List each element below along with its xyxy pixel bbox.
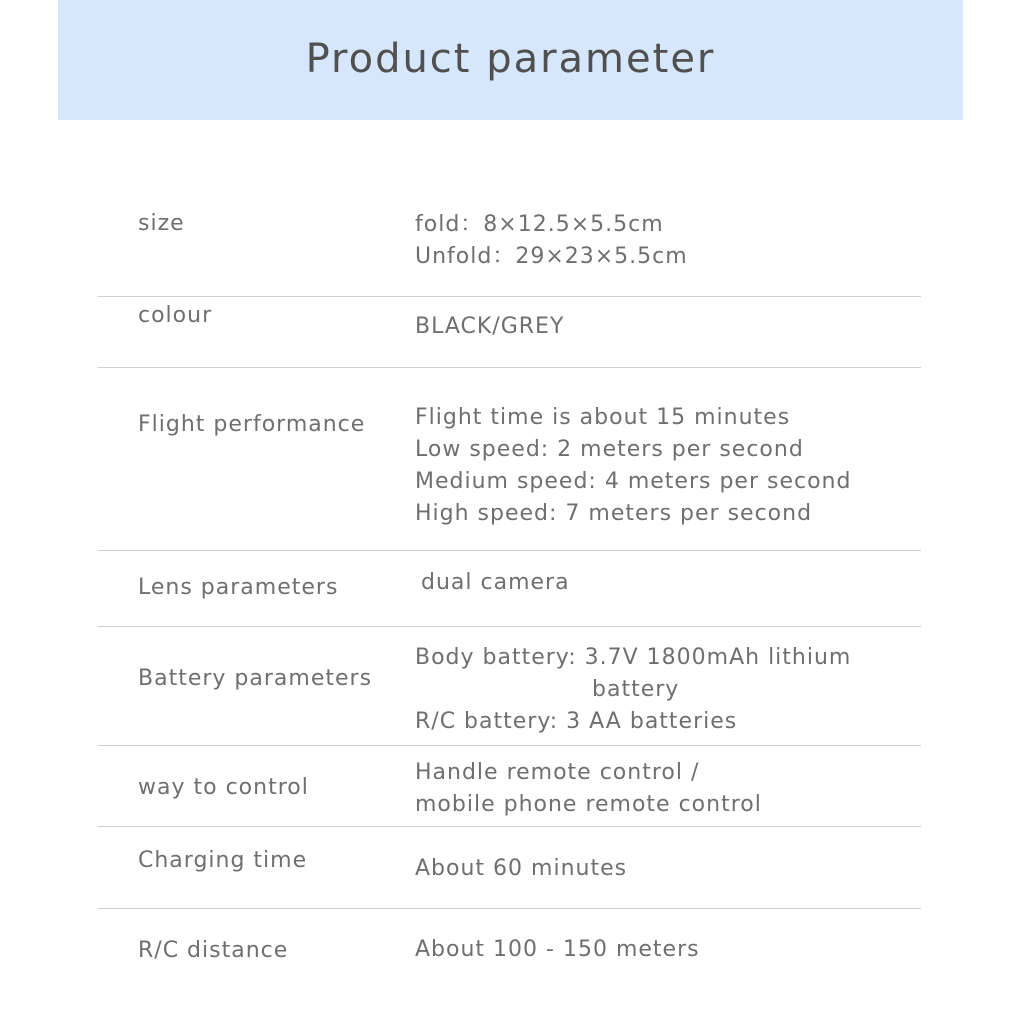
value-line: Low speed: 2 meters per second (415, 437, 804, 462)
row-value-size (415, 209, 688, 273)
row-label-way-to-control: way to control (138, 775, 309, 800)
row-divider (98, 826, 921, 827)
value-line: R/C battery: 3 AA batteries (415, 709, 738, 734)
value-line: Body battery: 3.7V 1800mAh lithium (415, 645, 852, 670)
value-line: Handle remote control / (415, 760, 700, 785)
value-line: Unfold：29×23×5.5cm (415, 244, 688, 269)
row-label-battery-parameters: Battery parameters (138, 666, 373, 691)
row-value-rc-distance (415, 934, 700, 966)
row-label-rc-distance: R/C distance (138, 938, 289, 963)
row-value-battery-parameters (415, 642, 851, 738)
value-line: About 100 - 150 meters (415, 937, 700, 962)
value-line: Flight time is about 15 minutes (415, 405, 791, 430)
row-value-flight-performance (415, 402, 851, 530)
row-divider (98, 745, 921, 746)
row-label-lens-parameters: Lens parameters (138, 575, 339, 600)
row-value-charging-time (415, 853, 627, 885)
value-line: High speed: 7 meters per second (415, 501, 813, 526)
page-title: Product parameter (305, 36, 716, 82)
value-line: Medium speed: 4 meters per second (415, 469, 852, 494)
row-value-lens-parameters (421, 567, 570, 599)
row-divider (98, 626, 921, 627)
row-label-size: size (138, 211, 185, 236)
row-label-charging-time: Charging time (138, 848, 308, 873)
value-line: fold：8×12.5×5.5cm (415, 212, 664, 237)
row-value-way-to-control (415, 757, 762, 821)
value-line: About 60 minutes (415, 856, 628, 881)
value-line: dual camera (421, 570, 570, 595)
row-label-flight-performance: Flight performance (138, 412, 366, 437)
value-line: BLACK/GREY (415, 314, 565, 339)
header-banner (58, 0, 963, 120)
value-line: mobile phone remote control (415, 792, 762, 817)
row-divider (98, 908, 921, 909)
row-divider (98, 367, 921, 368)
row-label-colour: colour (138, 303, 213, 328)
row-divider (98, 296, 921, 297)
value-line: battery (592, 677, 680, 702)
row-divider (98, 550, 921, 551)
row-value-colour (415, 311, 564, 343)
